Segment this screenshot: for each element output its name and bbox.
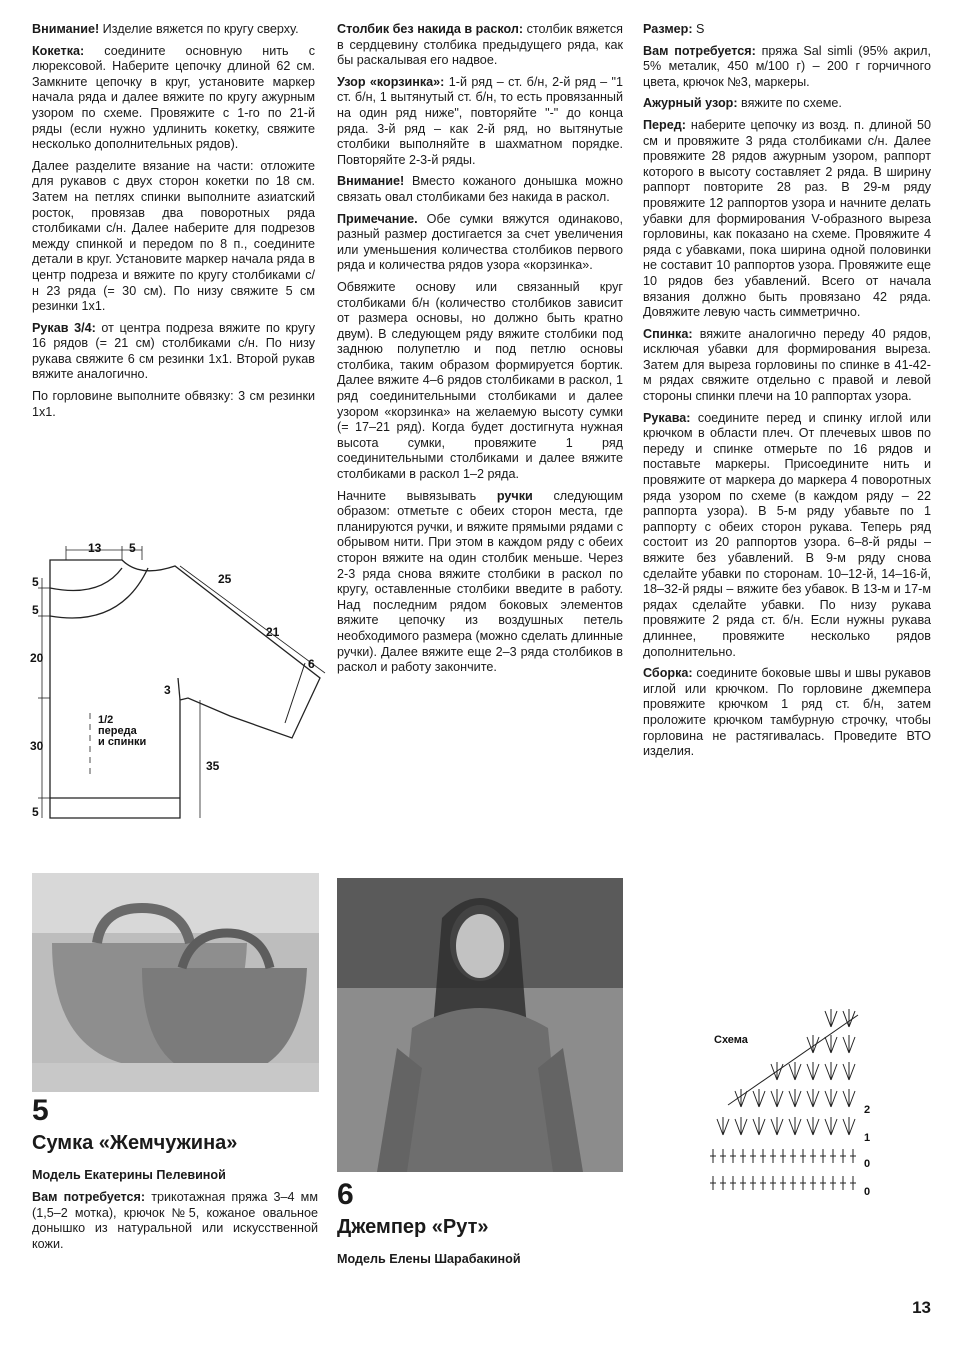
- dim-top-13: 13: [88, 541, 102, 555]
- schema-title: Схема: [714, 1034, 748, 1046]
- bags-photo: [32, 873, 319, 1092]
- diagram-label-2: переда: [98, 725, 137, 737]
- dim-right-35: 35: [206, 759, 220, 773]
- dim-left-30: 30: [30, 739, 44, 753]
- paragraph-yoke: Кокетка: соедините основную нить с люрексовой. Наберите цепочку длиной 62 см. Замкните цепочку в круг, установите маркер начала ряда и далее вяжите по кругу ажурным узором по схеме. Провяжите с 1-го по 21-й ряды (если нужно удлинить кокетку, свяжите несколько дополнительных рядов).: [32, 43, 315, 152]
- paragraph-attention-2: Внимание! Вместо кожаного донышка можно связать овал столбиками без накида в раскол.: [337, 174, 623, 204]
- column-1: [32, 22, 315, 426]
- crochet-schema: [708, 1005, 878, 1205]
- dim-diag-21: 21: [266, 625, 280, 639]
- column-2: [337, 22, 623, 682]
- paragraph-lace-pattern: Ажурный узор: вяжите по схеме.: [643, 96, 842, 111]
- dim-left-5c: 5: [32, 805, 39, 819]
- paragraph-sleeve: Рукав 3/4: от центра подреза вяжите по кругу 16 рядов (= 21 см) столбиками с/н. По низу рукава свяжите 6 см резинки 1х1. Второй рукав вяжите аналогично.: [32, 320, 316, 382]
- model-illustration: [337, 878, 623, 1172]
- item-6-model: Модель Елены Шарабакиной: [337, 1252, 521, 1266]
- paragraph-sleeves: Рукава: соедините перед и спинку иглой или крючком в области плеч. От плечевых швов по переду и спинке отмерьте по 16 рядов и поставьте маркеры. Присоедините нить и провяжите от маркера до маркера 4 поворотных ряда узором по схеме (в каждом ряду – 22 раппорта узора). В 5-м ряду убавьте по 1 раппорту с обеих сторон рукава. Теперь ряд состоит из 20 раппортов узора. 6–8-й ряды – вяжите без убавлений. В 9-м ряду снова сделайте убавки по сторонам. 10–12-й, 14–16-й, 18–32-й ряды – вяжите без убавок. В 13-м и 17-м рядах сделайте убавки. По низу рукава провяжите 2 ряда ст. б/н. Если нужны рукава длиннее, провяжите несколько рядов дополнительно.: [643, 410, 931, 659]
- schema-row-1: 1: [864, 1132, 871, 1144]
- paragraph-basket-pattern: Узор «корзинка»: 1-й ряд – ст. б/н, 2-й ряд – "1 ст. б/н, 1 вытянутый ст. б/н, то есть провязанный на один ряд ниже", повторяйте "-" до конца ряда. 3-й ряд – как 2-й ряд, но вытянутые столбики выполняйте в шахматном порядке. Повторяйте 2-3-й ряды.: [337, 74, 623, 167]
- page-number: 13: [912, 1298, 931, 1317]
- diagram-label-3: и спинки: [98, 736, 147, 748]
- schema-row-0b: 0: [864, 1186, 871, 1198]
- item-6-title: Джемпер «Рут»: [337, 1216, 489, 1238]
- bags-illustration: [32, 873, 319, 1092]
- paragraph-attention: Внимание! Изделие вяжется по кругу сверху.: [32, 22, 299, 36]
- paragraph-split-stitch: Столбик без накида в раскол: столбик вяжется в сердцевину столбика предыдущего ряда, как бы раскалывая его надвое.: [337, 22, 623, 68]
- paragraph-note: Примечание. Обе сумки вяжутся одинаково, разный размер достигается за счет увеличения или уменьшения количества столбиков первого ряда и количества рядов узора «корзинка».: [337, 211, 623, 273]
- jumper-photo: [337, 878, 623, 1172]
- dim-left-20: 20: [30, 651, 44, 665]
- paragraph-size: Размер: S: [643, 22, 705, 36]
- item-5-model: Модель Екатерины Пелевиной: [32, 1168, 226, 1182]
- dim-left-5a: 5: [32, 575, 39, 589]
- item-5-title: Сумка «Жемчужина»: [32, 1132, 238, 1154]
- dim-mid-3: 3: [164, 683, 171, 697]
- dim-left-5b: 5: [32, 603, 39, 617]
- paragraph-front: Перед: наберите цепочку из возд. п. длиной 50 см и провяжите 3 ряда столбиками с/н. Далее провяжите 28 рядов ажурным узором, раппорт которого в высоту составляет 2 ряда. В ширину раппорт повторите 28 раз. В 29-м ряду провяжите 12 раппортов узора и начните делать убавки для формирования V-образного выреза горловины, как показано на схеме. Провяжите 4 ряда с убавками, пока ширина одной половинки не составит 10 раппортов узора. Провяжите еще 10 рядов без убавлений. Всего от начала вязания должно быть провязано 42 ряда. Довяжите левую часть симметрично.: [643, 117, 931, 320]
- item-5-number: 5: [32, 1094, 49, 1127]
- dim-top-5: 5: [129, 541, 136, 555]
- pattern-diagram: [30, 538, 330, 830]
- dim-diag-6: 6: [308, 657, 315, 671]
- schema-row-2: 2: [864, 1104, 871, 1116]
- paragraph-base: Обвяжите основу или связанный круг столбиками б/н (количество столбиков зависит от размера основы, но должно быть кратно двум). В следующем ряду вяжите столбики под заднюю полупетлю и под петлю основы столбика, таким образом формируется бортик. Далее вяжите 4–6 рядов столбиками в раскол, 1 ряд соединительными столбиками и далее узором «корзинка» на желаемую высоту сумки (= 17–21 ряд). Когда будет достигнута нужная высота сумки, провяжите 1 ряд соединительными столбиками и далее вяжите столбиками в раскол 1–2 ряда.: [337, 279, 623, 482]
- schema-row-0a: 0: [864, 1158, 871, 1170]
- paragraph-assembly: Сборка: соедините боковые швы и швы рукавов иглой или крючком. По горловине джемпера провяжите крючком 1 ряд ст. б/н, затем проложите крючком тамбурную строчку, чтобы горловина не растягивалась. Проведите ВТО изделия.: [643, 666, 931, 759]
- item-6-number: 6: [337, 1178, 354, 1211]
- column-3: [643, 22, 931, 766]
- paragraph-divide: Далее разделите вязание на части: отложите для рукавов с двух сторон кокетки по 18 см. Затем на петлях спинки выполните азиатский росток, провязав два поворотных ряда столбиками с/н. Далее наберите для подрезов между спинкой и передом по 8 п., соедините детали в круг. Установите маркер начала ряда в центр подреза и вяжите по кругу столбиками с/н 23 ряда (= 30 см). По низу свяжите 5 см резинки 1х1.: [32, 158, 315, 314]
- paragraph-back: Спинка: вяжите аналогично переду 40 рядов, исключая убавки для формирования выреза. Затем для выреза горловины по спинке в 41-42-м рядах свяжите отдельно с правой и левой стороны спинки плечи на 10 раппортах узора.: [643, 326, 931, 404]
- paragraph-neckline: По горловине выполните обвязку: 3 см резинки 1х1.: [32, 389, 315, 419]
- dim-diag-25: 25: [218, 572, 232, 586]
- diagram-label-1: 1/2: [98, 714, 114, 726]
- item-5-materials: Вам потребуется: трикотажная пряжа 3–4 мм (1,5–2 мотка), крючок №5, кожаное овальное донышко из натуральной или искусственной кожи.: [32, 1190, 318, 1251]
- paragraph-handles: Начните вывязывать ручки следующим образом: отметьте с обеих сторон места, где планируются ручки, и вяжите прямыми рядами с обрывом нити. При этом в каждом ряду с обеих сторон вяжите на один столбик меньше. Через 2-3 ряда снова вяжите столбики в раскол по кругу, оставленные столбики введите в работу. Над последним рядом боковых элементов вяжите цепочку из воздушных петель необходимого размера (можно сделать длинные ручки). Далее вяжите еще 2–3 ряда столбиков в раскол и работу закончите.: [337, 488, 623, 675]
- paragraph-materials: Вам потребуется: пряжа Sal simli (95% акрил, 5% металик, 450 м/100 г) – 200 г горчичного цвета, крючок №3, маркеры.: [643, 43, 932, 89]
